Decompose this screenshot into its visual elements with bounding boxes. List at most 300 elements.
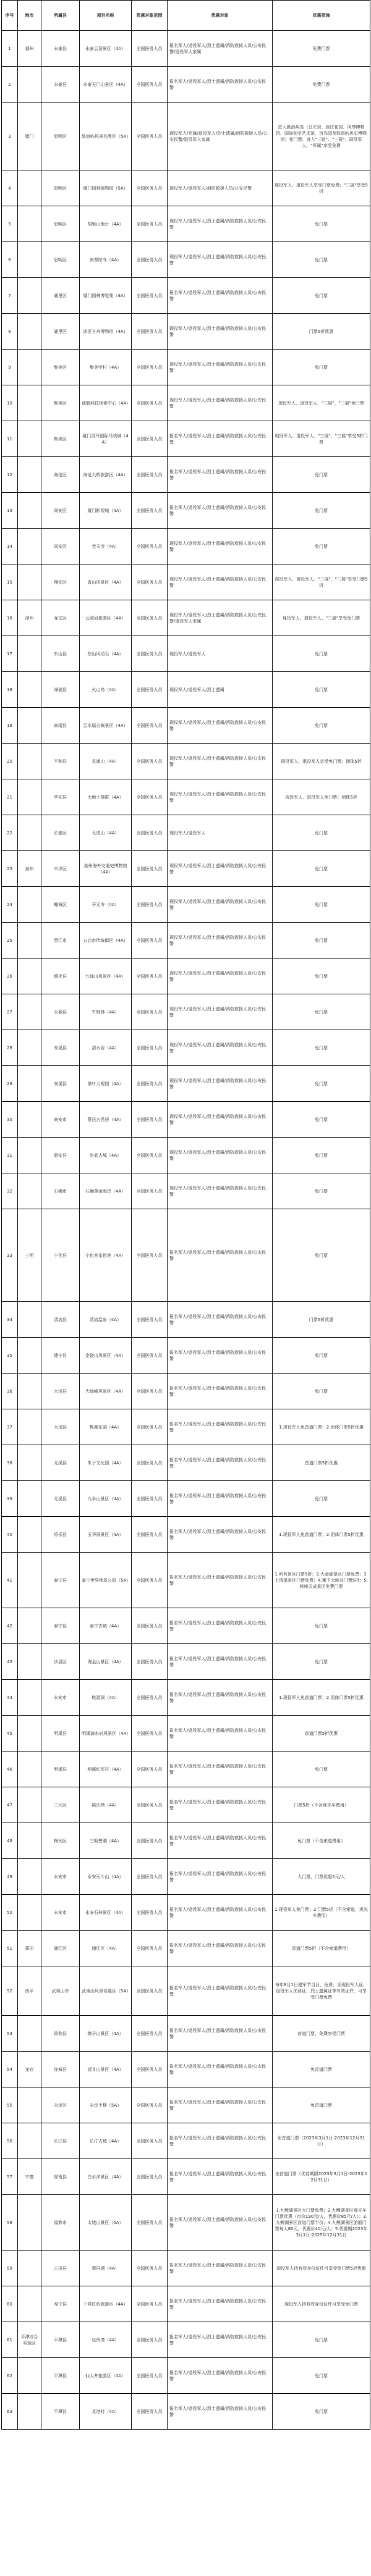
cell-name: 永定土楼（5A）	[80, 2087, 132, 2123]
cell-district: 惠安县	[41, 1138, 80, 1173]
cell-scope: 全国医务人员	[132, 242, 168, 278]
header-city: 地市	[18, 1, 41, 31]
cell-no: 24	[2, 887, 18, 923]
cell-target: 现役军人/退役军人/烈士遗属/消防救援人员/公安民警	[168, 959, 273, 994]
cell-no: 33	[2, 1209, 18, 1302]
cell-district: 丰泽区	[41, 851, 80, 887]
cell-target: 报名军人/退役军人/烈士遗属/消防救援人员/公安民警	[168, 2123, 273, 2159]
discount-table	[1, 0, 370, 2430]
cell-city: 厦门	[18, 103, 41, 170]
cell-measures: 免门票	[273, 242, 370, 278]
cell-name: 梵天寺（4A）	[80, 529, 132, 564]
cell-city	[18, 1752, 41, 1787]
cell-no: 56	[2, 2123, 18, 2159]
cell-district: 翔安区	[41, 564, 80, 600]
cell-district: 尤溪县	[41, 1445, 80, 1481]
cell-target: 现役军人/退役军人	[168, 815, 273, 851]
table-row	[2, 278, 370, 314]
table-row	[2, 2286, 370, 2322]
cell-district: 清流县	[41, 1302, 80, 1338]
cell-target: 报名军人/退役军人/烈士遗属/消防救援人员/公安民警	[168, 1338, 273, 1374]
cell-scope: 全国医务人员	[132, 2052, 168, 2087]
cell-district: 永定区	[41, 2087, 80, 2123]
cell-target: 报名军人/退役军人/烈士遗属/消防救援人员/公安民警	[168, 1895, 273, 1931]
cell-no: 30	[2, 1102, 18, 1138]
table-row	[2, 600, 370, 636]
cell-name: 九阜山景区（4A）	[80, 1481, 132, 1517]
cell-measures: 1.现役军人免首道门票；2.团体门票5折优惠	[273, 1409, 370, 1445]
cell-target: 报名军人/退役军人/烈士遗属/消防救援人员/公安民警	[168, 493, 273, 529]
cell-district: 晋江市	[41, 923, 80, 959]
cell-district: 明溪县	[41, 1716, 80, 1752]
cell-target: 报名军人/退役军人/烈士遗属/消防救援人员/公安民警	[168, 2087, 273, 2123]
table-row	[2, 1409, 370, 1445]
cell-scope: 全国医务人员	[132, 103, 168, 170]
table-row	[2, 1030, 370, 1066]
table-row	[2, 779, 370, 815]
cell-city	[18, 1445, 41, 1481]
cell-name: 厦门园林博览苑（4A）	[80, 278, 132, 314]
cell-city	[18, 1374, 41, 1409]
cell-target: 现役军人/退役军人/烈士遗属/消防救援人员/公安民警	[168, 242, 273, 278]
cell-measures: 免门票	[273, 636, 370, 672]
cell-target: 报名军人/退役军人/烈士遗属/消防救援人员/公安民警	[168, 1302, 273, 1338]
cell-scope: 全国医务人员	[132, 2358, 168, 2394]
cell-no: 44	[2, 1680, 18, 1716]
table-row	[2, 350, 370, 385]
cell-city: 三明	[18, 1209, 41, 1302]
cell-city	[18, 493, 41, 529]
table-row	[2, 1338, 370, 1374]
cell-no: 18	[2, 672, 18, 708]
cell-target: 现役军人/退役军人	[168, 636, 273, 672]
cell-measures: 免门票	[273, 1209, 370, 1302]
cell-measures: 现役军人、退役军人、"三展"、"三展"免门票	[273, 385, 370, 421]
cell-target: 报名军人/退役军人/烈士遗属/消防救援人员/公安民警	[168, 2251, 273, 2286]
table-row	[2, 1517, 370, 1553]
cell-district: 永春县	[41, 994, 80, 1030]
cell-measures: 免首道门票（2023年3月1日-2023年12月31日）	[273, 2123, 370, 2159]
cell-target: 现役军人/退役军人/烈士遗属/消防救援人员/公安民警	[168, 994, 273, 1030]
cell-name: 泉州海外交通史博物馆（4A）	[80, 851, 132, 887]
table-row	[2, 1931, 370, 1966]
cell-scope: 全国医务人员	[132, 1553, 168, 1608]
cell-city	[18, 994, 41, 1030]
cell-district: 安溪县	[41, 1030, 80, 1066]
cell-name: 五店市传统街区（4A）	[80, 923, 132, 959]
cell-target: 报名军人/退役军人/烈士遗属/消防救援人员/公安民警	[168, 2195, 273, 2251]
cell-no: 48	[2, 1823, 18, 1859]
table-row	[2, 1608, 370, 1644]
cell-measures: 免门票	[273, 1173, 370, 1209]
cell-district: 古田县	[41, 2251, 80, 2286]
cell-city: 漳州	[18, 600, 41, 636]
cell-measures: 1.现役军人免首道门票；2.团体门票5折优惠	[273, 1517, 370, 1553]
table-row	[2, 2016, 370, 2052]
cell-no: 7	[2, 278, 18, 314]
cell-measures: 免门票	[273, 457, 370, 493]
cell-district: 集美区	[41, 385, 80, 421]
cell-no: 50	[2, 1895, 18, 1931]
cell-district: 永泰县	[41, 67, 80, 103]
cell-scope: 全国医务人员	[132, 1374, 168, 1409]
cell-target: 现役军人/退役军人/烈士遗属/消防救援人员/公安民警	[168, 529, 273, 564]
cell-scope: 全国医务人员	[132, 2322, 168, 2358]
cell-name: 仙人井旅游区（4A）	[80, 2358, 132, 2394]
cell-name: 长汀古城（4A）	[80, 2123, 132, 2159]
cell-district: 同安区	[41, 529, 80, 564]
cell-no: 46	[2, 1752, 18, 1787]
cell-measures: 免首道门票	[273, 2052, 370, 2087]
cell-scope: 全国医务人员	[132, 2195, 168, 2251]
cell-measures: 现役军人、退役军人享受门票免费；"三展"享受5折	[273, 170, 370, 206]
table-row	[2, 457, 370, 493]
cell-name: 明溪红军村（4A）	[80, 1752, 132, 1787]
cell-scope: 全国医务人员	[132, 887, 168, 923]
cell-name: 永泰天门山景区（4A）	[80, 67, 132, 103]
cell-name: 海沧大桥旅游区（4A）	[80, 457, 132, 493]
cell-target: 报名军人/退役军人/烈士遗属/消防救援人员/公安民警	[168, 2286, 273, 2322]
cell-target: 报名军人/退役军人/烈士遗属/消防救援人员/公安民警	[168, 2052, 273, 2087]
cell-name: 牛姆林（4A）	[80, 994, 132, 1030]
cell-name: 蔡氏古民居（4A）	[80, 1102, 132, 1138]
cell-no: 1	[2, 31, 18, 67]
cell-target: 报名军人/退役军人/烈士遗属/消防救援人员/公安民警	[168, 1787, 273, 1823]
cell-district: 政和县	[41, 2016, 80, 2052]
table-row	[2, 1823, 370, 1859]
cell-city	[18, 1481, 41, 1517]
cell-district: 武夷山市	[41, 1966, 80, 2016]
cell-no: 9	[2, 350, 18, 385]
cell-no: 40	[2, 1517, 18, 1553]
cell-city	[18, 1138, 41, 1173]
cell-no: 38	[2, 1445, 18, 1481]
cell-city	[18, 2016, 41, 2052]
cell-no: 27	[2, 994, 18, 1030]
cell-measures: 免门票	[273, 2322, 370, 2358]
cell-district: 南靖县	[41, 708, 80, 744]
cell-measures: 免费门票	[273, 31, 370, 67]
cell-target: 报名军人/退役军人/烈士遗属/消防救援人员/公安民警	[168, 421, 273, 457]
cell-target: 报名军人/退役军人/烈士遗属/消防救援人员/公安民警	[168, 1409, 273, 1445]
cell-district: 永泰县	[41, 31, 80, 67]
cell-name: 灵通山（4A）	[80, 744, 132, 779]
cell-no: 55	[2, 2087, 18, 2123]
cell-district: 沙县区	[41, 1644, 80, 1680]
cell-target: 现役军人/退役军人/烈士遗属	[168, 672, 273, 708]
table-row	[2, 1302, 370, 1338]
table-row	[2, 2159, 370, 2195]
cell-scope: 全国医务人员	[132, 1608, 168, 1644]
cell-city	[18, 708, 41, 744]
header-measures: 优惠措施	[273, 1, 370, 31]
table-row	[2, 2052, 370, 2087]
cell-target: 报名军人/退役军人/烈士遗属/消防救援人员/公安民警	[168, 1553, 273, 1608]
cell-target: 报名军人/退役军人/烈士遗属/消防救援人员/公安民警	[168, 1823, 273, 1859]
table-row	[2, 206, 370, 242]
table-row	[2, 636, 370, 672]
cell-target: 现役军人/退役军人/烈士遗属/消防救援人员/公安民警	[168, 744, 273, 779]
cell-name: 冠豸山景区（4A）	[80, 2052, 132, 2087]
cell-name: 崇武古城（4A）	[80, 1138, 132, 1173]
cell-name: 胡里山炮台（4A）	[80, 206, 132, 242]
cell-district: 明溪县	[41, 1752, 80, 1787]
cell-name: 云水谣古镇景区（4A）	[80, 708, 132, 744]
cell-measures: 现役军人、退役军人、"三展"享受免门票	[273, 600, 370, 636]
cell-scope: 全国医务人员	[132, 1966, 168, 2016]
cell-district: 安溪县	[41, 1066, 80, 1102]
cell-measures: 免门票	[273, 2394, 370, 2430]
cell-name: 大仙峰风景区（4A）	[80, 1374, 132, 1409]
cell-scope: 全国医务人员	[132, 206, 168, 242]
cell-name: 北港村（4A）	[80, 2394, 132, 2430]
cell-district: 尤溪县	[41, 1481, 80, 1517]
cell-target: 现役军人/军属/退役军人/烈士遗属/消防救援人员/公安民警/退役军人家属	[168, 103, 273, 170]
cell-scope: 全国医务人员	[132, 2394, 168, 2430]
cell-city	[18, 206, 41, 242]
cell-scope: 全国医务人员	[132, 1644, 168, 1680]
cell-measures: 免门票	[273, 1138, 370, 1173]
cell-no: 47	[2, 1787, 18, 1823]
cell-measures: 现役军人、退役军人、"三展"、"三展"享受门票5折	[273, 564, 370, 600]
cell-target: 现役军人/退役军人/烈士遗属/消防救援人员/公安民警	[168, 1102, 273, 1138]
cell-name: 朱子文化园（4A）	[80, 1445, 132, 1481]
cell-district: 涵江区	[41, 1931, 80, 1966]
table-row	[2, 1787, 370, 1823]
cell-scope: 全国医务人员	[132, 1716, 168, 1752]
cell-measures: 门票5折（不含观光车费用）	[273, 1787, 370, 1823]
table-row	[2, 385, 370, 421]
cell-scope: 全国医务人员	[132, 923, 168, 959]
cell-district: 平和县	[41, 744, 80, 779]
cell-name: 石狮黄金海岸（4A）	[80, 1173, 132, 1209]
cell-measures: 1.现役军人免首道门票；2.团体门票5折优惠	[273, 1680, 370, 1716]
cell-scope: 全国医务人员	[132, 815, 168, 851]
cell-name: 诺亚方舟博物馆（4A）	[80, 314, 132, 350]
cell-city	[18, 2123, 41, 2159]
table-row	[2, 744, 370, 779]
cell-target: 报名军人/退役军人/烈士遗属/消防救援人员/公安民警	[168, 1716, 273, 1752]
cell-target: 现役军人/退役军人/烈士遗属/消防救援人员/公安民警/退役军人家属	[168, 600, 273, 636]
cell-target: 报名军人/退役军人/烈士遗属/消防救援人员/公安民警	[168, 1644, 273, 1680]
cell-target: 现役军人/退役军人/消防救援人员/公安民警	[168, 170, 273, 206]
cell-scope: 全国医务人员	[132, 2123, 168, 2159]
table-row	[2, 314, 370, 350]
cell-city	[18, 1859, 41, 1895]
cell-target: 现役军人/退役军人/烈士遗属/消防救援人员/公安民警	[168, 779, 273, 815]
cell-name: 淘金山景区（4A）	[80, 1644, 132, 1680]
cell-scope: 全国医务人员	[132, 1173, 168, 1209]
cell-city	[18, 1608, 41, 1644]
cell-no: 41	[2, 1553, 18, 1608]
cell-measures: 首道门票5折优惠	[273, 1445, 370, 1481]
cell-name: 武夷山风景名胜区（5A）	[80, 1966, 132, 2016]
cell-no: 57	[2, 2159, 18, 2195]
cell-city	[18, 815, 41, 851]
cell-district: 长泰区	[41, 815, 80, 851]
cell-no: 31	[2, 1138, 18, 1173]
table-row	[2, 31, 370, 67]
cell-name: 翠屏湖（4A）	[80, 2251, 132, 2286]
table-row	[2, 851, 370, 887]
cell-no: 25	[2, 923, 18, 959]
cell-name: 厦门园林植物园（5A）	[80, 170, 132, 206]
cell-city	[18, 1644, 41, 1680]
cell-district: 思明区	[41, 206, 80, 242]
cell-target: 报名军人/退役军人/烈士遗属/消防救援人员/公安民警	[168, 2394, 273, 2430]
cell-scope: 全国医务人员	[132, 1680, 168, 1716]
cell-scope: 全国医务人员	[132, 421, 168, 457]
cell-name: 明溪滴水岩风景区（4A）	[80, 1716, 132, 1752]
cell-name: 太姥山景区（5A）	[80, 2195, 132, 2251]
cell-name: 永安石林景区（4A）	[80, 1895, 132, 1931]
cell-target: 报名军人/退役军人/烈士遗属/消防救援人员/公安民警	[168, 1966, 273, 2016]
cell-target: 报名军人/退役军人/烈士遗属/消防救援人员/公安民警	[168, 2159, 273, 2195]
cell-scope: 全国医务人员	[132, 564, 168, 600]
cell-name: 天成山（4A）	[80, 815, 132, 851]
cell-no: 63	[2, 2394, 18, 2430]
cell-city: 泉州	[18, 851, 41, 887]
cell-district: 大田县	[41, 1409, 80, 1445]
cell-no: 60	[2, 2286, 18, 2322]
cell-city	[18, 1895, 41, 1931]
cell-no: 39	[2, 1481, 18, 1517]
cell-measures: 免门票	[273, 672, 370, 708]
cell-district: 平潭县	[41, 2358, 80, 2394]
cell-name: 厦门灵玲国际马戏城（4A）	[80, 421, 132, 457]
cell-target: 报名军人/退役军人/烈士遗属/消防救援人员/公安民警	[168, 1481, 273, 1517]
cell-target: 现役军人/退役军人/烈士遗属/消防救援人员/公安民警	[168, 385, 273, 421]
cell-scope: 全国医务人员	[132, 708, 168, 744]
cell-city: 南平	[18, 1966, 41, 2016]
cell-name: 玉华洞景区（4A）	[80, 1517, 132, 1553]
cell-target: 报名军人/退役军人/烈士遗属/消防救援人员/公安民警	[168, 457, 273, 493]
cell-name: 佛子山景区（4A）	[80, 2016, 132, 2052]
cell-no: 52	[2, 1966, 18, 2016]
cell-measures: 免门票	[273, 278, 370, 314]
cell-district: 石狮市	[41, 1173, 80, 1209]
cell-district: 思明区	[41, 103, 80, 170]
cell-scope: 全国医务人员	[132, 1138, 168, 1173]
table-row	[2, 67, 370, 103]
cell-city	[18, 2394, 41, 2430]
cell-measures: 现役军人、退役军人享受免门票；团体5折	[273, 744, 370, 779]
cell-scope: 全国医务人员	[132, 1409, 168, 1445]
table-row	[2, 1895, 370, 1931]
cell-district: 永安市	[41, 1680, 80, 1716]
cell-name: 三明碧湖（4A）	[80, 1823, 132, 1859]
cell-scope: 全国医务人员	[132, 1302, 168, 1338]
cell-city	[18, 1066, 41, 1102]
cell-measures: 免门票	[273, 1752, 370, 1787]
cell-district: 湖里区	[41, 278, 80, 314]
cell-measures: 进入鼓浪屿岛（日光岩、菽庄花园、风琴博物馆、国际刻字艺术馆、百鸟园及鼓浪屿历史博物馆）免门票，进入"三馆"、"三展"、现役军人、"军属"享受免费	[273, 103, 370, 170]
cell-district: 平潭县	[41, 2394, 80, 2430]
cell-target: 报名军人/退役军人/烈士遗属/消防救援人员/公安民警	[168, 1752, 273, 1787]
cell-measures: 免首道门票（优待期限2023年3月1日-2023年12月31日）	[273, 2159, 370, 2195]
cell-name: 诚毅科技探索中心（4A）	[80, 385, 132, 421]
cell-city	[18, 2195, 41, 2251]
cell-name: 永安天斗山（4A）	[80, 1859, 132, 1895]
cell-target: 现役军人/退役军人/烈士遗属/消防救援人员/公安民警	[168, 851, 273, 887]
cell-no: 51	[2, 1931, 18, 1966]
cell-scope: 全国医务人员	[132, 2087, 168, 2123]
cell-district: 东山县	[41, 636, 80, 672]
cell-name: 南普陀寺（4A）	[80, 242, 132, 278]
cell-city: 龙岩	[18, 2052, 41, 2087]
cell-no: 17	[2, 636, 18, 672]
cell-measures: 首道门票5折（不含索道费用）	[273, 1931, 370, 1966]
cell-scope: 全国医务人员	[132, 779, 168, 815]
cell-scope: 全国医务人员	[132, 493, 168, 529]
cell-district: 同安区	[41, 493, 80, 529]
cell-city: 宁德	[18, 2159, 41, 2195]
cell-district: 思明区	[41, 170, 80, 206]
cell-no: 16	[2, 600, 18, 636]
cell-city	[18, 421, 41, 457]
cell-name: 火山岛（4A）	[80, 672, 132, 708]
cell-scope: 全国医务人员	[132, 1338, 168, 1374]
cell-no: 61	[2, 2322, 18, 2358]
cell-target: 报名军人/退役军人/烈士遗属/消防救援人员/公安民警	[168, 2358, 273, 2394]
cell-scope: 全国医务人员	[132, 1931, 168, 1966]
cell-city	[18, 314, 41, 350]
cell-district: 鲤城区	[41, 887, 80, 923]
cell-scope: 全国医务人员	[132, 600, 168, 636]
table-row	[2, 1445, 370, 1481]
table-row	[2, 994, 370, 1030]
cell-city	[18, 564, 41, 600]
cell-district: 永安市	[41, 1859, 80, 1895]
cell-no: 62	[2, 2358, 18, 2394]
cell-name: 泰宁世界地质公园（5A）	[80, 1553, 132, 1608]
cell-measures: 免门票	[273, 2358, 370, 2394]
cell-no: 45	[2, 1716, 18, 1752]
cell-city	[18, 779, 41, 815]
cell-scope: 全国医务人员	[132, 67, 168, 103]
cell-name: 宁化客家祖地（4A）	[80, 1209, 132, 1302]
table-row	[2, 2251, 370, 2286]
cell-city	[18, 1102, 41, 1138]
cell-no: 54	[2, 2052, 18, 2087]
cell-district: 集美区	[41, 421, 80, 457]
cell-target: 报名军人/退役军人/烈士遗属/消防救援人员/公安民警	[168, 2016, 273, 2052]
cell-no: 34	[2, 1302, 18, 1338]
cell-target: 报名军人/退役军人/烈士遗属/消防救援人员/公安民警	[168, 1608, 273, 1644]
cell-city	[18, 1409, 41, 1445]
table-row	[2, 2394, 370, 2430]
cell-measures: 免门票	[273, 851, 370, 887]
cell-measures: 门票5折优惠	[273, 1302, 370, 1338]
cell-district: 长汀县	[41, 2123, 80, 2159]
cell-name: 九仙山风景区（4A）	[80, 959, 132, 994]
cell-district: 寿宁县	[41, 2286, 80, 2322]
cell-name: 云洞岩旅游区（4A）	[80, 600, 132, 636]
header-no: 序号	[2, 1, 18, 31]
cell-target: 报名军人/退役军人/烈士遗属/消防救援人员/公安民警	[168, 67, 273, 103]
cell-measures: 门票5折优惠	[273, 314, 370, 350]
cell-measures: 免门票	[273, 1608, 370, 1644]
cell-scope: 全国医务人员	[132, 2286, 168, 2322]
table-row	[2, 242, 370, 278]
cell-measures: 免门票	[273, 887, 370, 923]
cell-scope: 全国医务人员	[132, 385, 168, 421]
cell-target: 现役军人/退役军人/烈士遗属/消防救援人员/公安民警	[168, 1030, 273, 1066]
cell-district: 宁化县	[41, 1209, 80, 1302]
cell-city	[18, 67, 41, 103]
cell-city	[18, 529, 41, 564]
cell-city	[18, 1030, 41, 1066]
